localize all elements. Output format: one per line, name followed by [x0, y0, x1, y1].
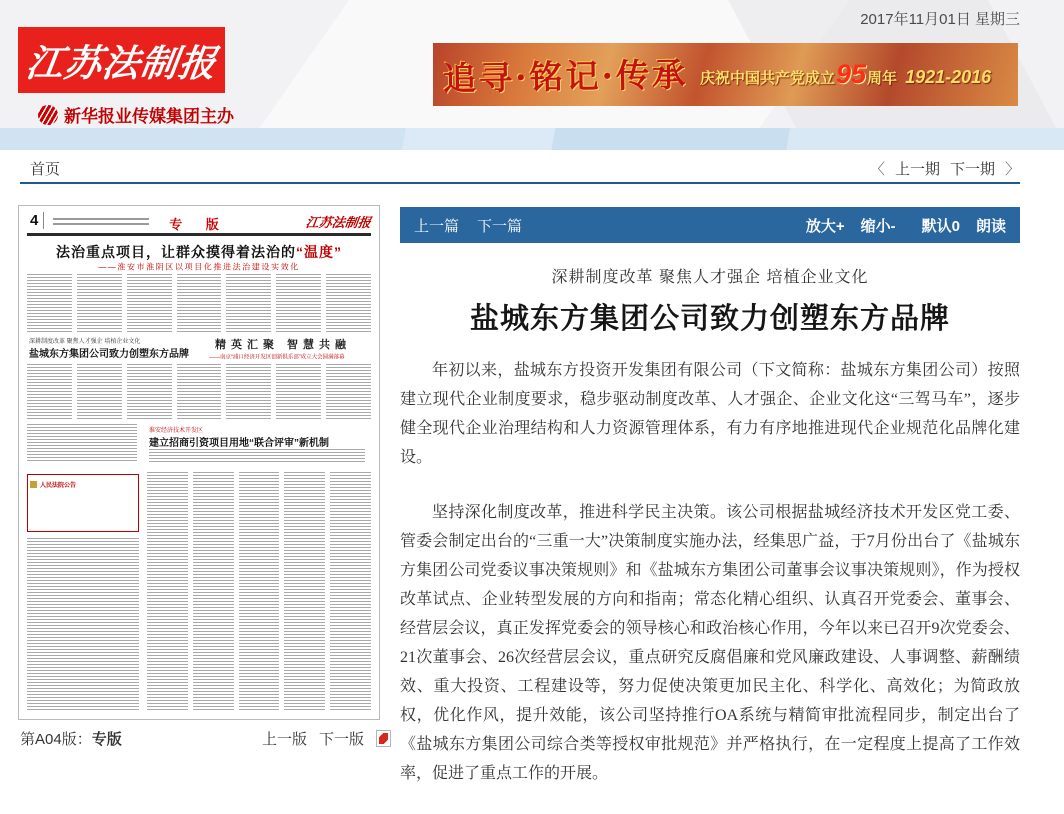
thumb-fake-text-columns	[27, 364, 371, 420]
article-kicker: 深耕制度改革 聚焦人才强企 培植企业文化	[551, 269, 869, 286]
pdf-icon[interactable]	[376, 730, 391, 747]
banner-anniversary-number: 95	[836, 59, 867, 89]
thumb-headline-1-sub: ——淮安市淮阴区以项目化推进法治建设实效化	[98, 263, 300, 272]
banner-caption	[700, 59, 991, 90]
prev-page-link[interactable]: 上一版	[262, 731, 308, 748]
article-paragraph: 坚持深化制度改革，推进科学民主决策。该公司根据盐城经济技术开发区党工委、管委会制定出台的“三重一大”决策制度实施办法，经集思广益，于7月份出台了《盐城东方集团公司党委议事决策规则》和《盐城东方集团公司董事会议事决策规则》，作为授权改革试点、企业转型发展的方向和指南；常态化精心组织、认真召开党委会、董事会、经营层会议，真正发挥党委会的领导核心和政治核心作用，今年以来已召开9次党委会、21次董事会、26次经营层会议，重点研究反腐倡廉和党风廉政建设、人事调整、薪酬绩效、重大投资、工程建设等，努力促使决策更加民主化、科学化、高效化；为简政放权，优化作风，提升效能，该公司坚持推行OA系统与精简审批流程同步，制定出台了《盐城东方集团公司综合类等授权审批规范》并严格执行，在一定程度上提高了工作效率，促进了重点工作的开展。	[400, 504, 1020, 782]
banner-caption-prefix: 庆祝中国共产党成立	[699, 70, 835, 87]
thumb-notice-title: 人民法院公告	[40, 482, 76, 489]
prev-article-link[interactable]: 上一篇	[414, 217, 460, 235]
article-toolbar	[400, 207, 1020, 243]
sponsor-line	[38, 102, 234, 127]
thumb-headline-2: 盐城东方集团公司致力创塑东方品牌	[29, 349, 189, 360]
next-article-link[interactable]: 下一篇	[477, 217, 523, 235]
nav-divider-rule	[20, 182, 1020, 184]
thumb-kicker-2: 深耕制度改革 聚焦人才强企 培植企业文化	[29, 338, 141, 345]
read-aloud-button[interactable]: 朗读	[975, 217, 1006, 235]
home-link[interactable]: 首页	[30, 161, 61, 178]
article-pager	[414, 215, 522, 236]
sponsor-text: 新华报业传媒集团主办	[64, 107, 234, 127]
header-blue-band	[0, 128, 1064, 150]
next-issue-link[interactable]: 下一期	[949, 161, 995, 178]
thumb-headline-3: 精英汇聚 智慧共融	[215, 339, 352, 351]
emblem-icon	[30, 481, 37, 488]
article-body	[400, 356, 1020, 814]
thumb-headline-3-sub: ——南京“浦口经济开发区创新俱乐部”成立大会圆满落幕	[209, 354, 345, 361]
thumb-masthead: 江苏法制报	[304, 216, 372, 231]
logo-text: 江苏法制报	[22, 41, 220, 85]
thumb-headline-1-main: 法治重点项目，让群众摸得着法治的	[56, 244, 296, 260]
banner-caption-suffix: 周年	[867, 70, 898, 87]
thumb-page-number: 4	[30, 212, 44, 229]
text-tools	[806, 215, 1006, 236]
thumb-kicker-4: 淮安经济技术开发区	[149, 427, 203, 434]
thumb-headline-1-quote: “温度”	[296, 244, 342, 260]
thumb-fake-text-column	[27, 538, 139, 711]
issue-pager	[870, 158, 1020, 179]
banner-slogan: 追寻·铭记·传承	[442, 54, 689, 99]
next-page-link[interactable]: 下一版	[319, 731, 365, 748]
thumb-section-label: 专 版	[169, 217, 229, 232]
site-header	[0, 0, 1064, 150]
thumb-fake-text-column	[27, 424, 137, 462]
thumb-headline-1	[19, 242, 379, 262]
prev-issue-link[interactable]: 上一期	[894, 161, 940, 178]
thumb-fake-text-columns	[27, 274, 371, 332]
newspaper-page-thumbnail[interactable]	[18, 205, 380, 720]
thumb-court-notice-box	[27, 474, 139, 532]
article-title: 盐城东方集团公司致力创塑东方品牌	[469, 303, 950, 335]
zoom-in-button[interactable]: 放大+	[805, 217, 845, 235]
anniversary-banner	[433, 43, 1018, 106]
edition-label-prefix: 第A04版：	[20, 731, 92, 748]
edition-label-name: 专版	[91, 731, 122, 748]
newspaper-logo[interactable]	[18, 27, 225, 93]
chevron-right-icon: 〉	[1004, 161, 1020, 178]
xinhua-group-icon	[38, 105, 58, 125]
zoom-out-button[interactable]: 缩小-	[860, 217, 896, 235]
thumb-bottom-section	[27, 470, 371, 711]
zoom-default-button[interactable]: 默认0	[921, 217, 960, 235]
issue-date: 2017年11月01日 星期三	[860, 11, 1020, 28]
edition-label	[20, 728, 122, 749]
page-pager	[262, 728, 391, 749]
thumb-headline-4: 建立招商引资项目用地“联合评审”新机制	[149, 438, 329, 449]
issue-navbar	[0, 150, 1064, 184]
thumb-fake-text-columns	[147, 472, 371, 711]
thumb-header-rule	[27, 233, 371, 236]
article-paragraph: 年初以来，盐城东方投资开发集团有限公司（下文简称：盐城东方集团公司）按照建立现代企业制度要求，稳步驱动制度改革、人才强企、企业文化这“三驾马车”，逐步健全现代企业治理结构和人力资源管理体系，有力有序地推进现代企业规范化品牌化建设。	[400, 362, 1020, 466]
thumb-fake-text-block	[149, 449, 365, 462]
chevron-left-icon: 〈	[869, 161, 885, 178]
banner-years: 1921-2016	[905, 67, 992, 87]
thumb-notice-title-row	[30, 477, 136, 492]
